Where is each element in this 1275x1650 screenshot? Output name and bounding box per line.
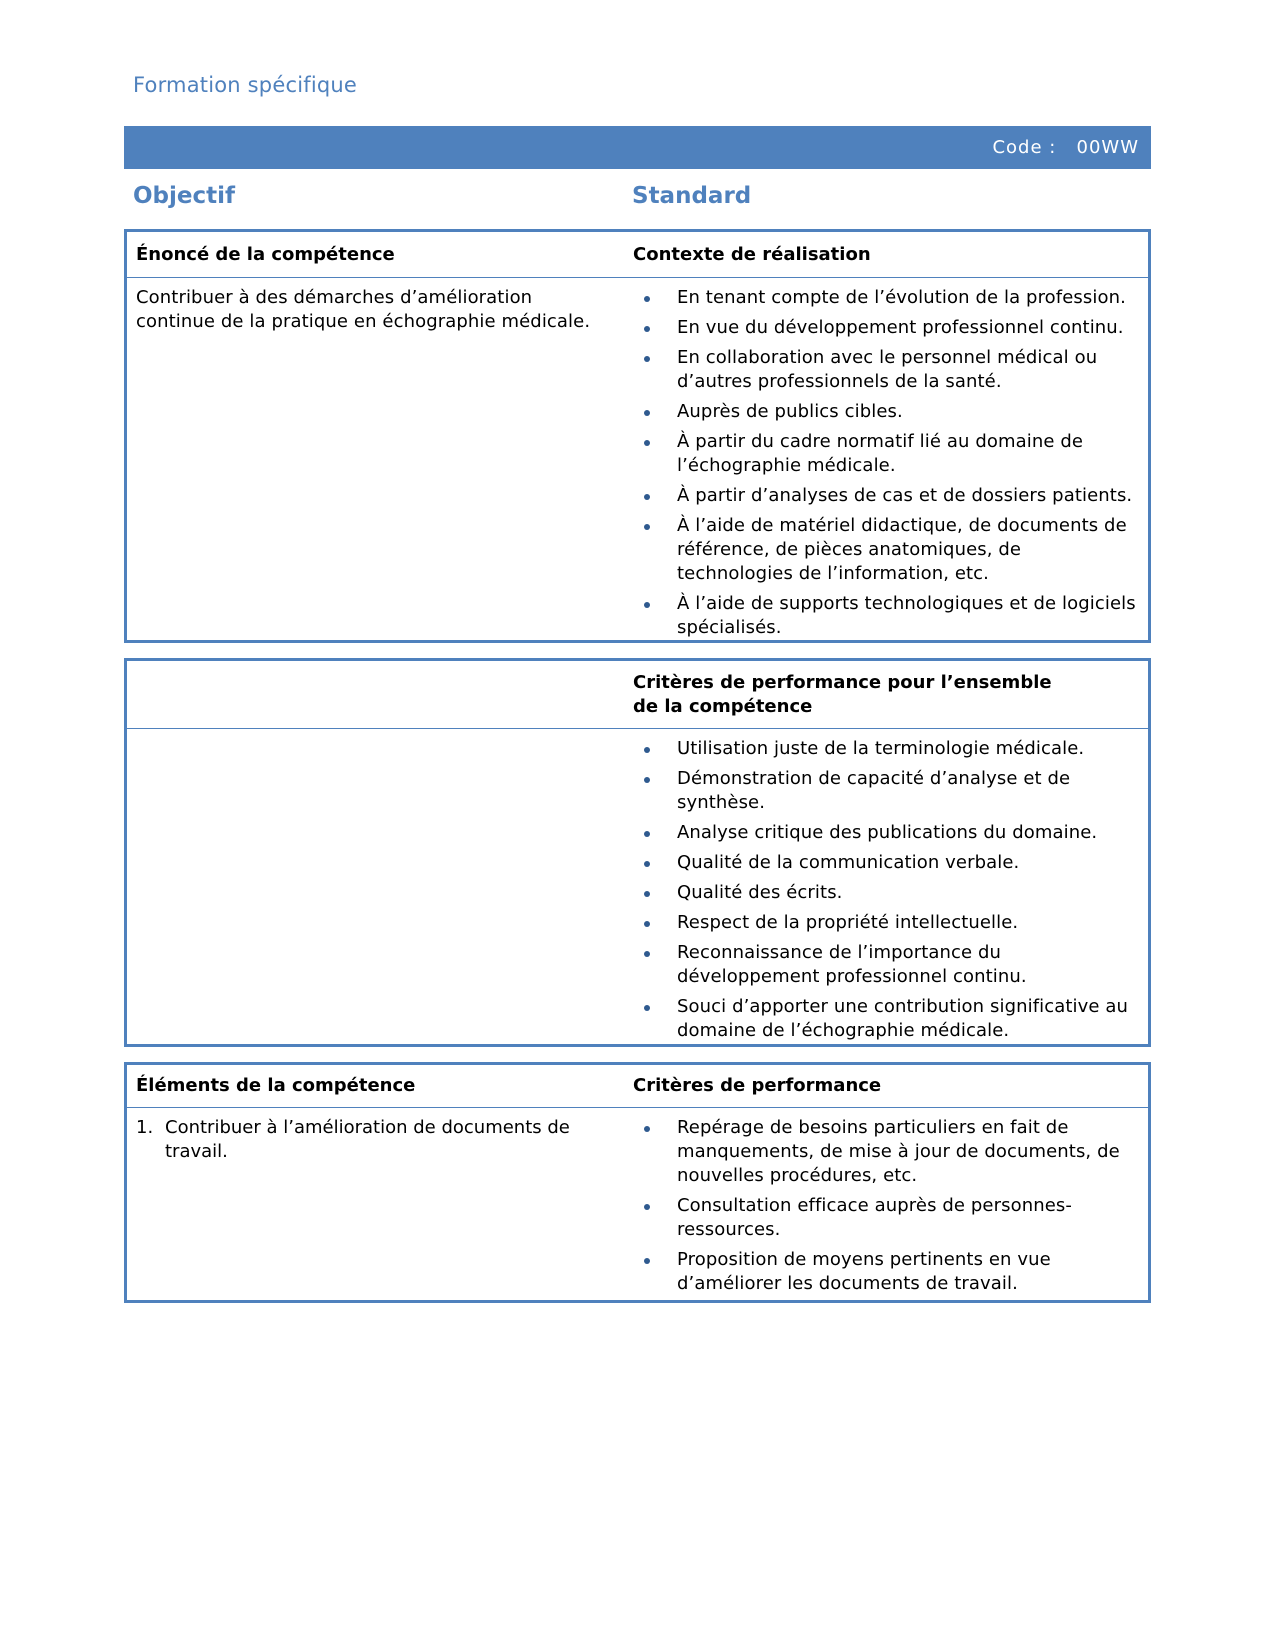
bullet-icon — [644, 602, 650, 608]
overall-criterion-item — [633, 767, 1140, 815]
bullet-icon — [644, 777, 650, 783]
list-item-text: En vue du développement professionnel continu. — [677, 317, 1124, 338]
context-item — [633, 400, 1140, 424]
overall-criterion-item — [633, 737, 1140, 761]
list-item-text: Consultation efficace auprès de personnes-ressources. — [677, 1195, 1072, 1240]
overall-criterion-item — [633, 821, 1140, 845]
performance-criteria-header: Critères de performance — [633, 1075, 882, 1096]
list-item-text: Souci d’apporter une contribution significative au domaine de l’échographie médicale. — [677, 996, 1129, 1041]
bullet-icon — [644, 831, 650, 837]
performance-criterion-item — [633, 1116, 1140, 1188]
objective-heading: Objectif — [133, 183, 236, 209]
context-header: Contexte de réalisation — [633, 243, 871, 265]
overall-criteria-table — [124, 658, 1151, 1047]
bullet-icon — [644, 921, 650, 927]
table-header-row — [127, 232, 1148, 278]
overall-criterion-item — [633, 881, 1140, 905]
overall-criteria-header-line2: de la compétence — [633, 695, 813, 717]
context-item — [633, 514, 1140, 586]
elements-header: Éléments de la compétence — [136, 1075, 416, 1096]
context-item — [633, 430, 1140, 478]
element-text: Contribuer à l’amélioration de documents de travail. — [165, 1117, 570, 1162]
standard-heading: Standard — [632, 183, 752, 209]
bullet-icon — [644, 440, 650, 446]
table-header-row — [127, 1065, 1148, 1108]
list-item-text: En collaboration avec le personnel médical ou d’autres professionnels de la santé. — [677, 347, 1098, 392]
list-item-text: Qualité des écrits. — [677, 882, 843, 903]
context-item — [633, 346, 1140, 394]
list-item-text: À l’aide de supports technologiques et de logiciels spécialisés. — [677, 593, 1136, 638]
list-item-text: En tenant compte de l’évolution de la profession. — [677, 287, 1126, 308]
bullet-icon — [644, 861, 650, 867]
code-value: 00WW — [1076, 137, 1139, 158]
overall-criteria-header — [625, 671, 1148, 719]
bullet-icon — [644, 1126, 650, 1132]
bullet-icon — [644, 524, 650, 530]
competency-statement-table — [124, 229, 1151, 643]
bullet-icon — [644, 356, 650, 362]
competency-code — [992, 137, 1139, 158]
list-item-text: Reconnaissance de l’importance du développement professionnel continu. — [677, 942, 1027, 987]
table-body-row — [127, 278, 1148, 640]
bullet-icon — [644, 326, 650, 332]
elements-cell — [127, 1116, 625, 1296]
bullet-icon — [644, 891, 650, 897]
list-item-text: Proposition de moyens pertinents en vue d’améliorer les documents de travail. — [677, 1249, 1051, 1294]
list-item-text: Qualité de la communication verbale. — [677, 852, 1020, 873]
empty-cell — [127, 737, 625, 1043]
table-header-row — [127, 661, 1148, 729]
element-number: 1. — [136, 1117, 154, 1138]
list-item-text: Démonstration de capacité d’analyse et de synthèse. — [677, 768, 1071, 813]
table-body-row — [127, 1108, 1148, 1296]
list-item-text: Utilisation juste de la terminologie médicale. — [677, 738, 1085, 759]
elements-list — [136, 1116, 617, 1164]
performance-criterion-item — [633, 1194, 1140, 1242]
overall-criteria-cell — [625, 737, 1148, 1043]
table-body-row — [127, 729, 1148, 1043]
bullet-icon — [644, 1258, 650, 1264]
context-item — [633, 484, 1140, 508]
list-item-text: À l’aide de matériel didactique, de documents de référence, de pièces anatomiques, de technologies de l’information, etc. — [677, 515, 1127, 584]
bullet-icon — [644, 296, 650, 302]
overall-criterion-item — [633, 941, 1140, 989]
overall-criterion-item — [633, 995, 1140, 1043]
statement-header: Énoncé de la compétence — [136, 243, 395, 265]
element-item — [136, 1116, 617, 1164]
performance-criteria-list — [633, 1116, 1140, 1296]
list-item-text: Repérage de besoins particuliers en fait de manquements, de mise à jour de documents, de nouvelles procédures, etc. — [677, 1117, 1120, 1186]
elements-table — [124, 1062, 1151, 1303]
context-item — [633, 316, 1140, 340]
code-label: Code : — [992, 137, 1057, 158]
overall-criterion-item — [633, 911, 1140, 935]
list-item-text: Respect de la propriété intellectuelle. — [677, 912, 1019, 933]
list-item-text: Auprès de publics cibles. — [677, 401, 903, 422]
performance-criterion-item — [633, 1248, 1140, 1296]
list-item-text: Analyse critique des publications du domaine. — [677, 822, 1098, 843]
overall-criteria-header-line1: Critères de performance pour l’ensemble — [633, 671, 1052, 693]
bullet-icon — [644, 951, 650, 957]
list-item-text: À partir d’analyses de cas et de dossiers patients. — [677, 485, 1133, 506]
section-title: Formation spécifique — [133, 73, 358, 97]
context-item — [633, 592, 1140, 640]
bullet-icon — [644, 1005, 650, 1011]
context-list-cell — [625, 286, 1148, 640]
overall-criterion-item — [633, 851, 1140, 875]
bullet-icon — [644, 410, 650, 416]
competency-statement: Contribuer à des démarches d’amélioration continue de la pratique en échographie médicale. — [136, 287, 591, 332]
performance-criteria-cell — [625, 1116, 1148, 1296]
code-banner — [124, 126, 1151, 169]
overall-criteria-list — [633, 737, 1140, 1043]
list-item-text: À partir du cadre normatif lié au domaine de l’échographie médicale. — [677, 431, 1084, 476]
bullet-icon — [644, 747, 650, 753]
bullet-icon — [644, 494, 650, 500]
bullet-icon — [644, 1204, 650, 1210]
context-item — [633, 286, 1140, 310]
context-list — [633, 286, 1140, 640]
